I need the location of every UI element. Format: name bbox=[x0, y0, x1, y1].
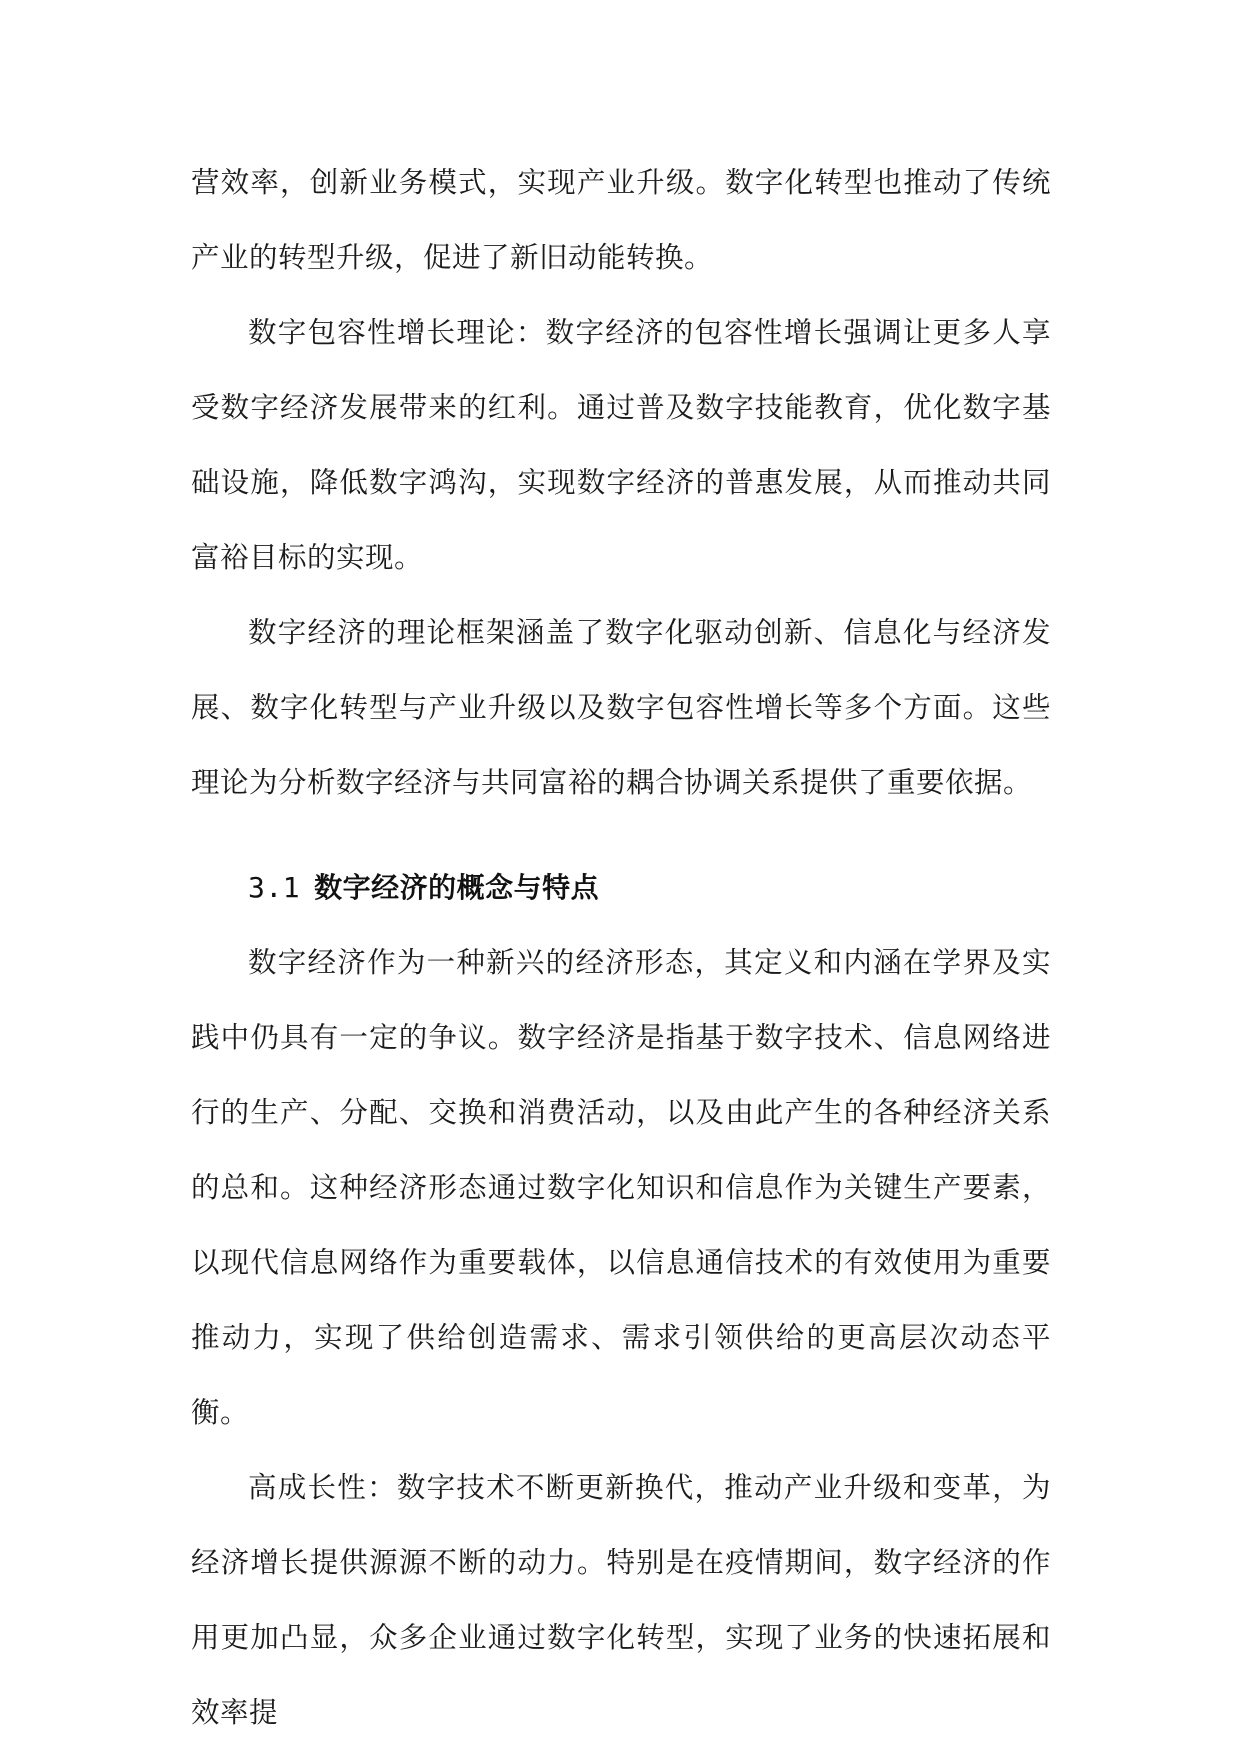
paragraph-framework-summary: 数字经济的理论框架涵盖了数字化驱动创新、信息化与经济发展、数字化转型与产业升级以及数字包容性增长等多个方面。这些理论为分析数字经济与共同富裕的耦合协调关系提供了重要依据。 bbox=[191, 616, 1051, 799]
paragraph-high-growth: 高成长性：数字技术不断更新换代，推动产业升级和变革，为经济增长提供源源不断的动力。特别是在疫情期间，数字经济的作用更加凸显，众多企业通过数字化转型，实现了业务的快速拓展和效率提 bbox=[191, 1471, 1051, 1729]
document-body bbox=[191, 145, 1051, 1750]
paragraph-continuation: 营效率，创新业务模式，实现产业升级。数字化转型也推动了传统产业的转型升级，促进了新旧动能转换。 bbox=[191, 166, 1051, 274]
paragraph-definition: 数字经济作为一种新兴的经济形态，其定义和内涵在学界及实践中仍具有一定的争议。数字经济是指基于数字技术、信息网络进行的生产、分配、交换和消费活动，以及由此产生的各种经济关系的总和。这种经济形态通过数字化知识和信息作为关键生产要素，以现代信息网络作为重要载体，以信息通信技术的有效使用为重要推动力，实现了供给创造需求、需求引领供给的更高层次动态平衡。 bbox=[191, 946, 1051, 1429]
section-number: 3.1 bbox=[248, 871, 301, 904]
section-title: 数字经济的概念与特点 bbox=[314, 871, 600, 904]
section-heading bbox=[191, 850, 1051, 925]
paragraph-inclusive-growth: 数字包容性增长理论：数字经济的包容性增长强调让更多人享受数字经济发展带来的红利。通过普及数字技能教育，优化数字基础设施，降低数字鸿沟，实现数字经济的普惠发展，从而推动共同富裕目标的实现。 bbox=[191, 316, 1051, 574]
